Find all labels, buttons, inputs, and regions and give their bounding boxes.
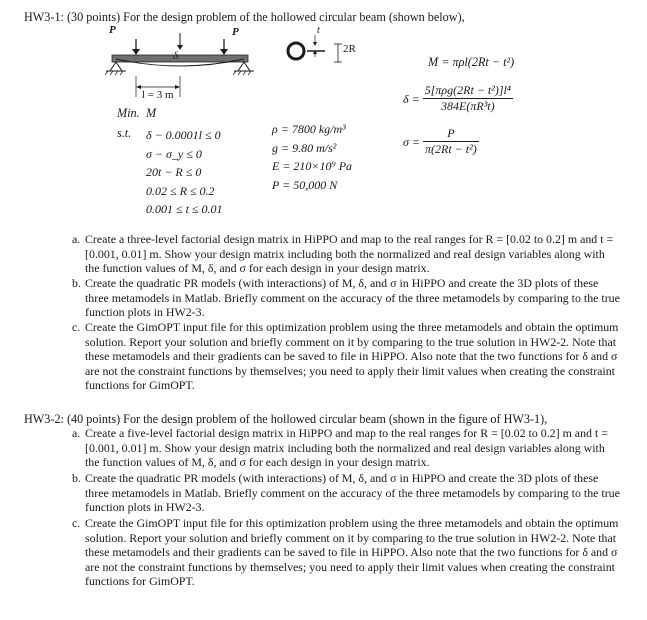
radius-label: 2R	[343, 43, 356, 55]
deflection-formula	[403, 83, 513, 114]
hw1-item-c	[72, 320, 620, 393]
hw1-item-a	[72, 232, 620, 276]
min-label: Min.	[117, 106, 140, 120]
constraint-list	[146, 126, 223, 219]
item-text: Create the quadratic PR models (with interactions) of M, δ, and σ in HiPPO and create the 3D plots of these three metamodels in Matlab. Briefly comment on the accuracy of the three metamodels by comparing to the true function plots in HW2-3.	[85, 276, 620, 320]
stress-formula	[403, 126, 479, 157]
stress-denominator: π(2Rt − t²)	[425, 142, 477, 156]
span-label: l = 3 m	[142, 89, 174, 101]
load-label-right: P	[232, 26, 239, 38]
mass-formula: M = πρl(2Rt − t²)	[428, 55, 515, 69]
item-label: a.	[72, 426, 81, 440]
load-arrowhead-left	[132, 49, 140, 55]
objective: M	[146, 106, 157, 120]
right-support	[238, 62, 250, 71]
constants-list	[272, 120, 352, 194]
item-label: b.	[72, 276, 81, 290]
deflection-numerator: 5[πρg(2Rt − t²)]l⁴	[424, 83, 511, 97]
stress-lhs: σ =	[403, 135, 421, 150]
thickness-label: t	[317, 25, 320, 36]
left-support	[110, 62, 122, 71]
deflection-label: δ	[173, 50, 179, 62]
load-label-left: P	[109, 24, 116, 36]
hollow-section	[288, 43, 304, 59]
stress-fraction	[423, 126, 479, 157]
beam-figure	[100, 24, 260, 101]
deflection-fraction	[423, 83, 513, 114]
hw1-item-b	[72, 276, 620, 320]
constant-item: ρ = 7800 kg/m³	[272, 122, 346, 136]
hw2-item-b	[72, 471, 620, 515]
hw2-item-c	[72, 516, 620, 589]
item-text: Create a five-level factorial design matrix in HiPPO and map to the real ranges for R = [0.02 to 0.2] m and t = [0.001, 0.01] m. Show your design matrix including both the normalized and real design variables along with the function values of M, δ, and σ for each design in your design matrix.	[85, 426, 608, 470]
item-text: Create a three-level factorial design matrix in HiPPO and map to the real ranges for R = [0.02 to 0.2] m and t = [0.001, 0.01] m. Show your design matrix including both the normalized and real design variables along with the function values of M, δ, and σ for each design in your design matrix.	[85, 232, 614, 276]
item-label: c.	[72, 516, 81, 530]
st-label: s.t.	[117, 126, 132, 140]
hw2-item-a	[72, 426, 620, 470]
deflection-denominator: 384E(πR³t)	[441, 99, 495, 113]
item-text: Create the GimOPT input file for this optimization problem using the three metamodels and obtain the optimum solution. Report your solution and briefly comment on it by comparing to the true solution in HW2-2. Note that these metamodels and their gradients can be saved to file in HiPPO. Also note that the two functions for δ and σ are not the constraint functions by themselves; you need to apply their limit values when creating the constraint functions for GimOPT.	[85, 320, 619, 393]
constraint-item: 0.02 ≤ R ≤ 0.2	[146, 183, 215, 198]
stress-numerator: P	[423, 126, 479, 142]
item-label: a.	[72, 232, 81, 246]
constant-item: g = 9.80 m/s²	[272, 140, 337, 155]
hw2-header: HW3-2: (40 points) For the design problem of the hollowed circular beam (shown in the figure of HW3-1),	[24, 412, 548, 426]
load-arrowhead-right	[220, 49, 228, 55]
item-text: Create the GimOPT input file for this optimization problem using the three metamodels and obtain the optimum solution. Report your solution and briefly comment on it by comparing to the true solution in HW2-2. Note that these metamodels and their gradients can be saved to file in HiPPO. Also note that the two functions for δ and σ are not the constraint functions by themselves; you need to apply their limit values when creating the constraint functions for GimOPT.	[85, 516, 619, 589]
item-label: b.	[72, 471, 81, 485]
deflection-lhs: δ =	[403, 92, 420, 107]
item-label: c.	[72, 320, 81, 334]
constant-item: E = 210×10⁹ Pa	[272, 159, 353, 173]
cross-section-figure	[283, 25, 363, 68]
constraint-item: σ − σ_y ≤ 0	[146, 146, 202, 161]
constraint-item: δ − 0.0001l ≤ 0	[146, 128, 221, 142]
beam-body	[112, 55, 248, 62]
constraint-item: 0.001 ≤ t ≤ 0.01	[146, 202, 223, 216]
hw1-header: HW3-1: (30 points) For the design problem of the hollowed circular beam (shown below),	[24, 10, 465, 24]
item-text: Create the quadratic PR models (with interactions) of M, δ, and σ in HiPPO and create the 3D plots of these three metamodels in Matlab. Briefly comment on the accuracy of the three metamodels by comparing to the true function plots in HW2-3.	[85, 471, 620, 515]
constraint-item: 20t − R ≤ 0	[146, 165, 202, 179]
constant-item: P = 50,000 N	[272, 177, 338, 192]
